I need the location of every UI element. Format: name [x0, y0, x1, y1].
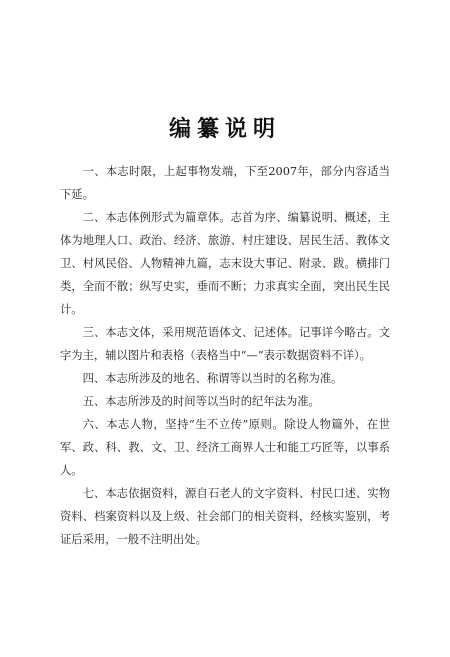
paragraph-1: 一、本志时限，上起事物发端，下至2007年，部分内容适当下延。 [60, 165, 390, 201]
paragraph-4: 四、本志所涉及的地名、称谓等以当时的名称为准。 [82, 372, 343, 385]
body-text [60, 160, 390, 551]
paragraph-3: 三、本志文体，采用规范语体文、记述体。记事详今略古。文字为主，辅以图片和表格（表格当中“—”表示数据资料不详）。 [60, 326, 390, 362]
paragraph-6: 六、本志人物，坚持“生不立传”原则。除设人物篇外，在世军、政、科、教、文、卫、经济工商界人士和能工巧匠等，以事系人。 [60, 418, 390, 477]
paragraph-2: 二、本志体例形式为篇章体。志首为序、编纂说明、概述，主体为地理人口、政治、经济、旅游、村庄建设、居民生活、教体文卫、村风民俗、人物精神九篇，志末设大事记、附录、跋。横排门类，全而不散；纵写史实，垂而不断；力求真实全面，突出民生民计。 [60, 211, 390, 316]
page-title: 编纂说明 [168, 116, 281, 142]
paragraph-7: 七、本志依据资料，源自石老人的文字资料、村民口述、实物资料、档案资料以及上级、社会部门的相关资料，经核实鉴别，考证后采用，一般不注明出处。 [60, 487, 390, 546]
paragraph-5: 五、本志所涉及的时间等以当时的纪年法为准。 [82, 395, 320, 408]
